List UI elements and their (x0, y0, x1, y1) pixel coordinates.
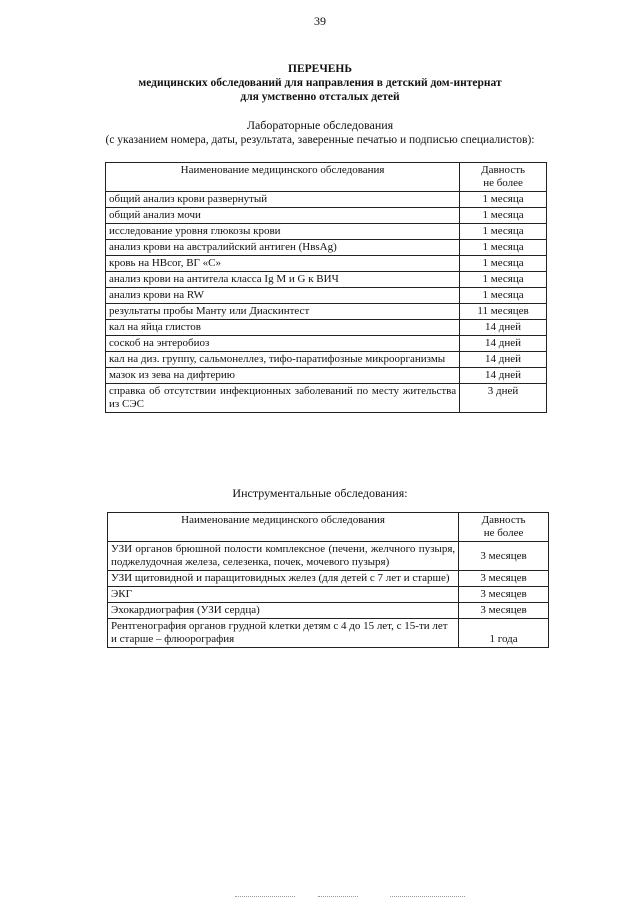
table-row (108, 542, 549, 571)
exam-term: 1 месяца (460, 224, 547, 240)
instr-header-term (459, 513, 549, 542)
exam-term: 3 месяцев (459, 542, 549, 571)
instr-section-heading-block (60, 486, 580, 501)
instr-table-header-row (108, 513, 549, 542)
table-row (106, 224, 547, 240)
exam-term: 1 месяца (460, 272, 547, 288)
lab-table-header-row (106, 163, 547, 192)
scan-artifact-mark (318, 892, 358, 897)
exam-term: 1 месяца (460, 208, 547, 224)
table-row (106, 256, 547, 272)
exam-term: 3 месяцев (459, 603, 549, 619)
exam-name: анализ крови на австралийский антиген (HвsAg) (106, 240, 460, 256)
instr-header-term-line1: Давность (481, 514, 526, 526)
lab-section-heading-block (60, 118, 580, 148)
table-row (106, 272, 547, 288)
lab-exams-table (105, 162, 547, 413)
scan-artifact-mark (235, 892, 295, 897)
exam-term: 3 месяцев (459, 571, 549, 587)
exam-name: соскоб на энтеробиоз (106, 336, 460, 352)
exam-term: 3 дней (460, 384, 547, 413)
lab-section-note: (с указанием номера, даты, результата, заверенные печатью и подписью специалистов): (105, 134, 535, 146)
instr-exams-table (107, 512, 549, 648)
exam-name: результаты пробы Манту или Диаскинтест (106, 304, 460, 320)
exam-name: УЗИ щитовидной и паращитовидных желез (для детей с 7 лет и старше) (108, 571, 459, 587)
exam-name: ЭКГ (108, 587, 459, 603)
scan-artifact-mark (390, 892, 465, 897)
exam-term: 1 месяца (460, 256, 547, 272)
exam-name: общий анализ мочи (106, 208, 460, 224)
page-number: 39 (314, 14, 326, 28)
table-row (108, 587, 549, 603)
exam-term: 14 дней (460, 336, 547, 352)
document-subtitle-line1: медицинских обследований для направления в детский дом-интернат (138, 77, 502, 89)
exam-term: 14 дней (460, 320, 547, 336)
exam-name: анализ крови на RW (106, 288, 460, 304)
exam-name: мазок из зева на дифтерию (106, 368, 460, 384)
exam-term: 14 дней (460, 368, 547, 384)
exam-name: исследование уровня глюкозы крови (106, 224, 460, 240)
document-subtitle-line2: для умственно отсталых детей (240, 91, 400, 103)
exam-name: кал на яйца глистов (106, 320, 460, 336)
exam-term: 14 дней (460, 352, 547, 368)
exam-name: кровь на HВcor, ВГ «С» (106, 256, 460, 272)
table-row (106, 384, 547, 413)
table-row (106, 208, 547, 224)
table-row (106, 352, 547, 368)
exam-name: Эхокардиография (УЗИ сердца) (108, 603, 459, 619)
exam-term: 11 месяцев (460, 304, 547, 320)
exam-term: 3 месяцев (459, 587, 549, 603)
exam-name: Рентгенография органов грудной клетки детям с 4 до 15 лет, с 15-ти лет и старше – флюорография (108, 619, 459, 648)
exam-term: 1 года (459, 619, 549, 648)
instr-header-name: Наименование медицинского обследования (108, 513, 459, 542)
lab-header-term (460, 163, 547, 192)
exam-term: 1 месяца (460, 288, 547, 304)
lab-section-heading: Лабораторные обследования (246, 118, 394, 132)
table-row (108, 619, 549, 648)
table-row (106, 240, 547, 256)
instr-section-heading: Инструментальные обследования: (232, 486, 408, 500)
lab-header-term-line1: Давность (481, 164, 526, 176)
lab-header-name: Наименование медицинского обследования (106, 163, 460, 192)
exam-term: 1 месяца (460, 192, 547, 208)
table-row (106, 336, 547, 352)
table-row (106, 304, 547, 320)
table-row (106, 368, 547, 384)
table-row (106, 192, 547, 208)
table-row (108, 571, 549, 587)
document-title-block (60, 62, 580, 104)
exam-term: 1 месяца (460, 240, 547, 256)
table-row (108, 603, 549, 619)
table-row (106, 288, 547, 304)
exam-name: общий анализ крови развернутый (106, 192, 460, 208)
exam-name: кал на диз. группу, сальмонеллез, тифо-паратифозные микроорганизмы (106, 352, 460, 368)
document-title: ПЕРЕЧЕНЬ (288, 63, 352, 75)
exam-name: УЗИ органов брюшной полости комплексное (печени, желчного пузыря, поджелудочная железа, селезенка, почек, мочевого пузыря) (108, 542, 459, 571)
exam-name: справка об отсутствии инфекционных заболеваний по месту жительства из СЭС (106, 384, 460, 413)
lab-header-term-line2: не более (483, 177, 523, 189)
table-row (106, 320, 547, 336)
instr-header-term-line2: не более (483, 527, 524, 539)
exam-name: анализ крови на антитела класса Ig M и G к ВИЧ (106, 272, 460, 288)
